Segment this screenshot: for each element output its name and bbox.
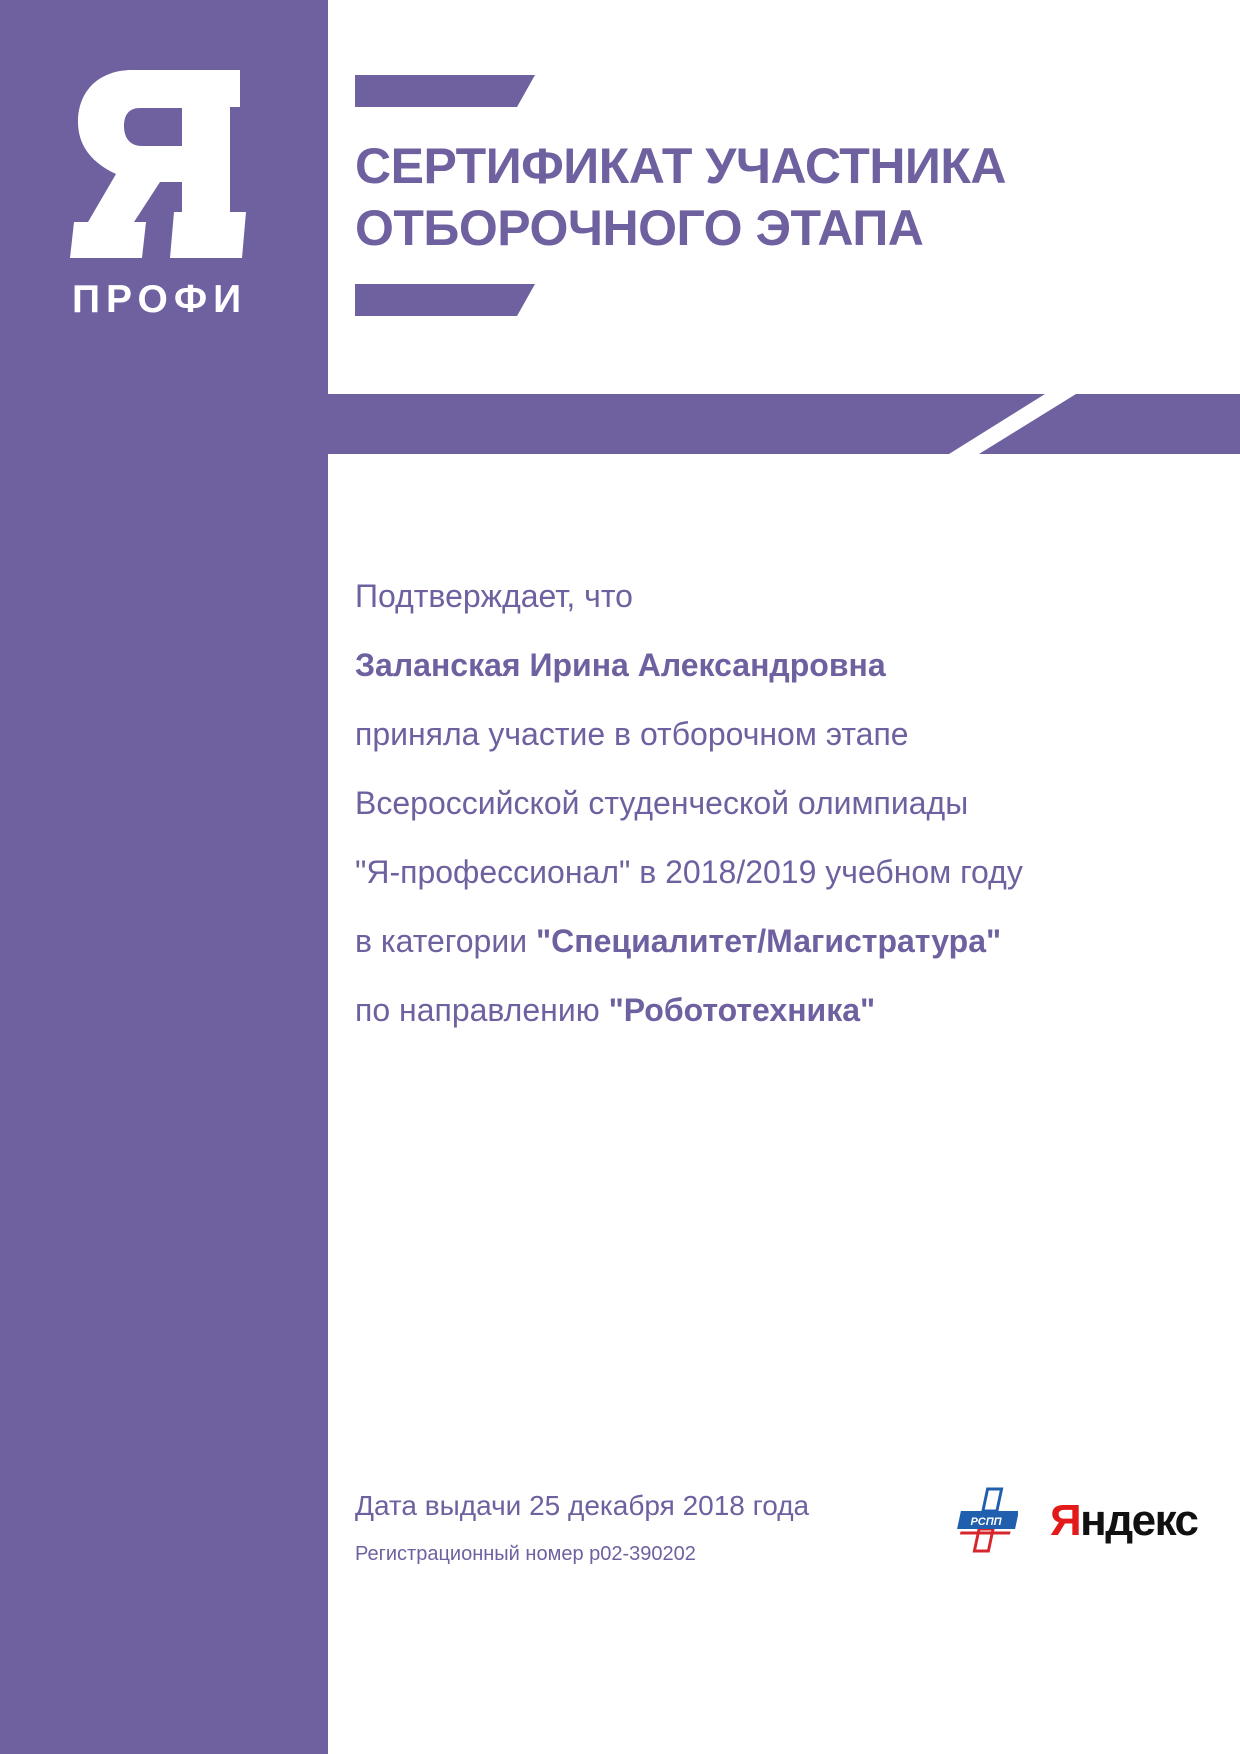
yandex-logo-rest: ндекс	[1080, 1496, 1198, 1545]
participation-text: приняла участие в отборочном этапе	[355, 716, 909, 752]
ya-letter-logo-icon	[70, 62, 250, 262]
rspp-logo-icon	[956, 1487, 1018, 1553]
top-stripe	[355, 75, 535, 107]
category-prefix: в категории	[355, 923, 536, 959]
logo-text: ПРОФИ	[72, 278, 248, 321]
yandex-logo	[1050, 1495, 1198, 1547]
bottom-stripe	[355, 284, 535, 316]
direction-value: "Робототехника"	[608, 992, 876, 1028]
direction-prefix: по направлению	[355, 992, 609, 1028]
recipient-name: Заланская Ирина Александровна	[355, 647, 886, 683]
sidebar-band	[0, 0, 328, 1754]
intro-text: Подтверждает, что	[355, 578, 633, 614]
direction-line	[355, 984, 1205, 1053]
horizontal-band	[328, 394, 1240, 454]
registration-number: Регистрационный номер р02-390202	[355, 1543, 696, 1565]
issue-date: Дата выдачи 25 декабря 2018 года	[355, 1490, 810, 1521]
category-line	[355, 915, 1205, 984]
rspp-logo-text: РСПП	[970, 1516, 1002, 1528]
certificate-title	[355, 135, 1215, 259]
title-line-2: ОТБОРОЧНОГО ЭТАПА	[355, 200, 924, 256]
certificate-body	[355, 570, 1205, 1053]
olympiad-name-text: "Я-профессионал" в 2018/2019 учебном году	[355, 854, 1023, 890]
yandex-logo-first: Я	[1050, 1496, 1081, 1545]
title-line-1: СЕРТИФИКАТ УЧАСТНИКА	[355, 138, 1006, 194]
olympiad-text: Всероссийской студенческой олимпиады	[355, 785, 969, 821]
category-value: "Специалитет/Магистратура"	[535, 923, 1002, 959]
